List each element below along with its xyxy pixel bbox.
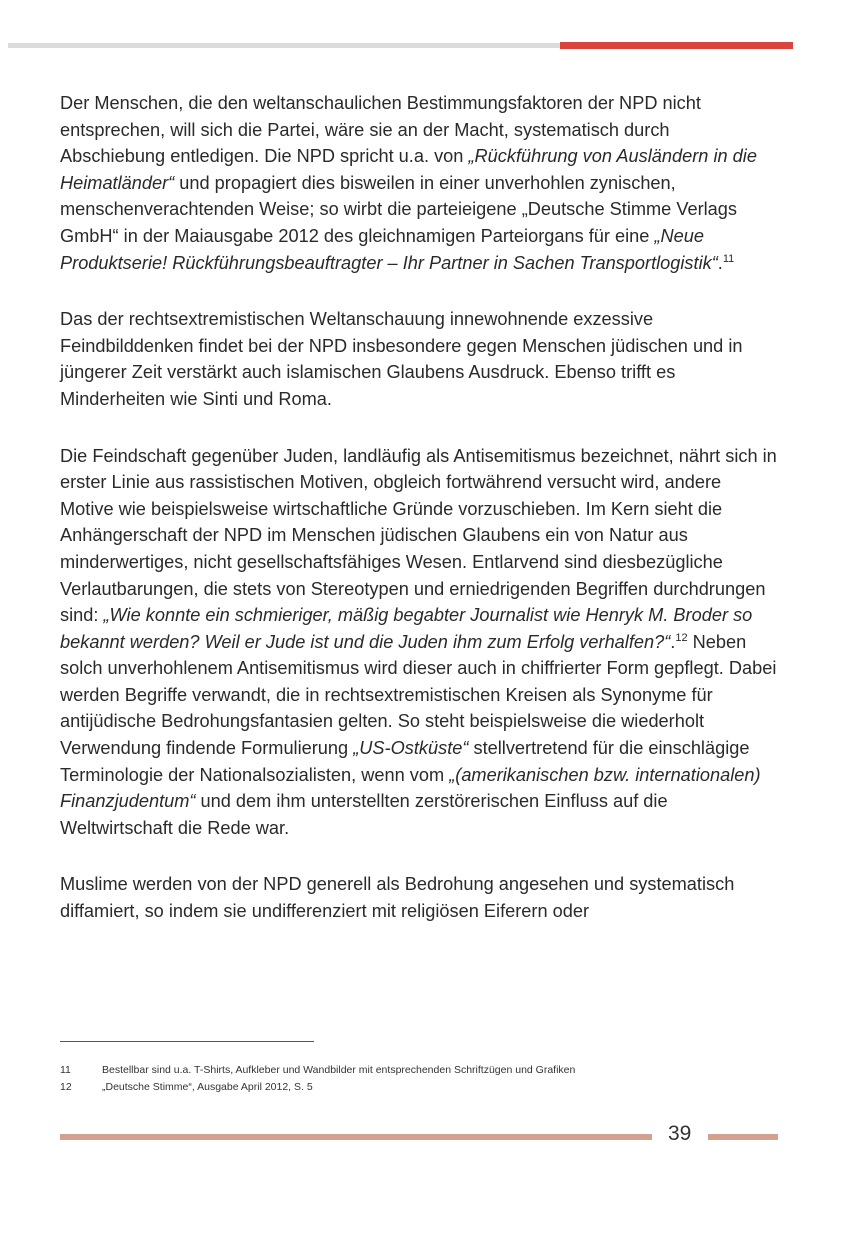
paragraph-1: [60, 90, 778, 276]
text-run: Die Feindschaft gegenüber Juden, landläufig als Antisemitismus bezeichnet, nährt sich in erster Linie aus rassistischen Motiven, obgleich fortwährend versucht wird, andere Motive wie beispielsweise wirtschaftliche Gründe vorzuschieben. Im Kern sieht die Anhängerschaft der NPD im Menschen jüdischen Glaubens ein von Natur aus minderwertiges, nicht gesellschaftsfähiges Wesen. Entlarvend sind diesbezügliche Verlautbarungen, die stets von Stereotypen und erniedrigenden Begriffen durchdrungen sind:: [60, 445, 777, 626]
footnote-12: [60, 1079, 778, 1096]
header-rule-grey: [8, 43, 560, 48]
text-run: Das der rechtsextremistischen Weltanschauung innewohnende exzessive Feindbilddenken findet bei der NPD insbesondere gegen Menschen jüdischen und in jüngerer Zeit verstärkt auch islamischen Glaubens Ausdruck. Ebenso trifft es Minderheiten wie Sinti und Roma.: [60, 309, 743, 409]
text-run: und propagiert dies bisweilen in einer unverhohlen zynischen, menschenverachtenden Weise; so wirbt die parteieigene „Deutsche Stimme Verlags GmbH“ in der Maiausgabe 2012 des gleichnamigen Parteiorgans für eine: [60, 172, 737, 246]
quote-italic: „US-Ostküste“: [353, 738, 469, 759]
paragraph-4: [60, 871, 778, 924]
page-number: 39: [668, 1122, 692, 1145]
footnote-number: 12: [60, 1081, 72, 1093]
quote-italic: „(amerikanischen bzw. internationalen) Finanzjudentum“: [60, 764, 761, 812]
header-rule-accent: [560, 42, 793, 49]
footnote-ref: 12: [675, 631, 688, 644]
text-run: und dem ihm unterstellten zerstörerischen Einfluss auf die Weltwirtschaft die Rede war.: [60, 791, 668, 838]
footnote-number: 11: [60, 1064, 71, 1076]
footnote-text: Bestellbar sind u.a. T-Shirts, Aufkleber und Wandbilder mit entsprechenden Schriftzügen und Grafiken: [102, 1064, 576, 1076]
footnote-separator: [60, 1041, 314, 1042]
footer-rule-left: [60, 1134, 652, 1140]
quote-italic: „Rückführung von Ausländern in die Heimatländer“: [60, 146, 757, 193]
footnotes: [60, 1062, 778, 1096]
footnote-11: [60, 1062, 778, 1079]
body-text: [60, 90, 778, 955]
footer-rule-right: [708, 1134, 778, 1140]
text-run: stellvertretend für die einschlägige Terminologie der Nationalsozialisten, wenn vom: [60, 738, 750, 785]
paragraph-2: [60, 306, 778, 412]
quote-italic: „Wie konnte ein schmieriger, mäßig begabter Journalist wie Henryk M. Broder so bekannt werden? Weil er Jude ist und die Juden ihm zum Erfolg verhalfen?“: [60, 605, 753, 652]
quote-italic: „Neue Produktserie! Rückführungsbeauftragter – Ihr Partner in Sachen Transportlogistik“: [60, 225, 718, 273]
paragraph-3: [60, 443, 778, 842]
text-run: Neben solch unverhohlenem Antisemitismus wird dieser auch in chiffrierter Form gepflegt. Dabei werden Begriffe verwandt, die in rechtsextremistischen Kreisen als Synonyme für antijüdische Bedrohungsfantasien gelten. So steht beispielsweise die wiederholt Verwendung findende Formulierung: [60, 631, 777, 759]
footnote-text: „Deutsche Stimme“, Ausgabe April 2012, S. 5: [102, 1081, 313, 1093]
text-run: Muslime werden von der NPD generell als Bedrohung angesehen und systematisch diffamiert, so indem sie undifferenziert mit religiösen Eiferern oder: [60, 874, 735, 922]
text-run: .: [670, 631, 676, 652]
text-run: Der Menschen, die den weltanschaulichen Bestimmungsfaktoren der NPD nicht entsprechen, will sich die Partei, wäre sie an der Macht, systematisch durch Abschiebung entledigen. Die NPD spricht u.a. von: [60, 93, 701, 167]
text-run: .: [717, 252, 723, 273]
footnote-ref: 11: [722, 252, 735, 265]
